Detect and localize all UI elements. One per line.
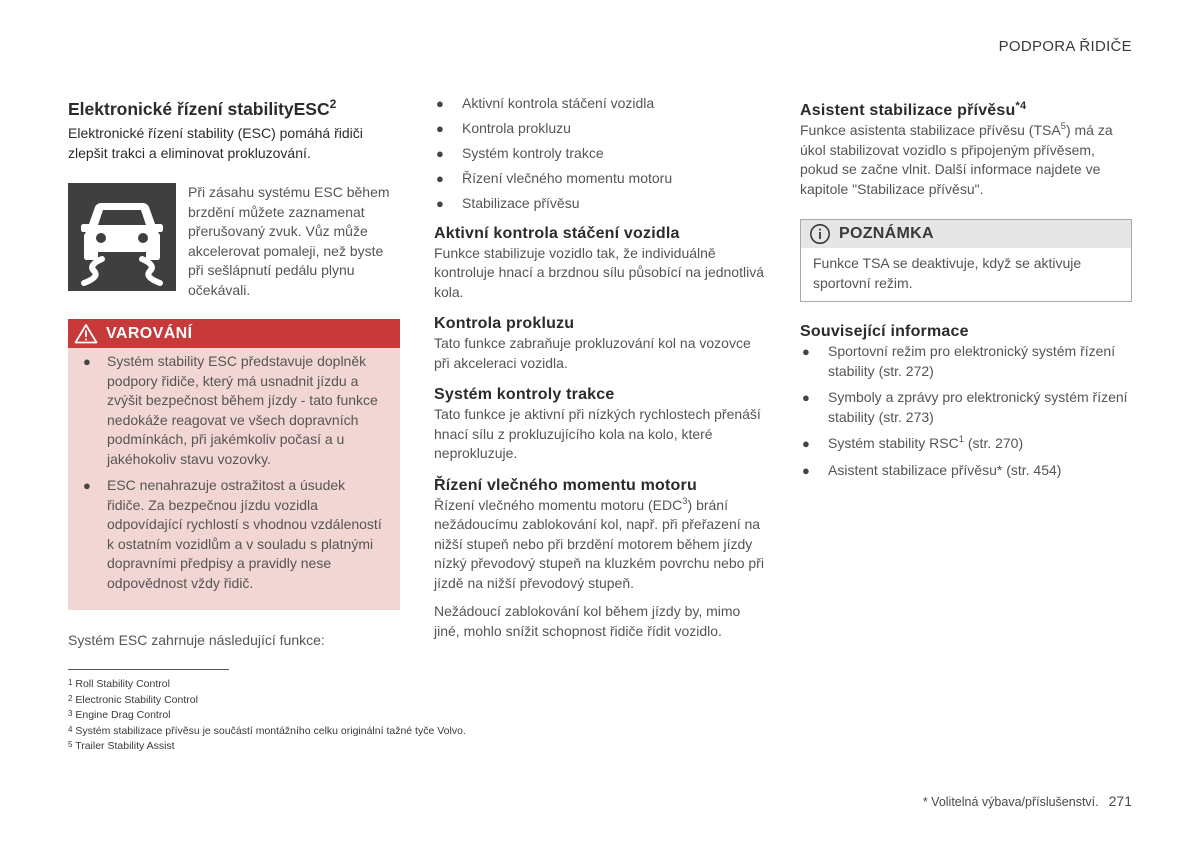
page-number: 271 [1108,793,1132,809]
warning-list [68,348,400,610]
related-link[interactable]: ● Systém stability RSC$^1$ (str. 270) [802,434,1024,451]
section-body: Tato funkce je aktivní při nízkých rychlostech přenáší hnací sílu z prokluzujícího kola na kolo, které neprokluzuje. [434,406,761,462]
note-title: POZNÁMKA [839,225,934,242]
warning-header [68,319,400,348]
section-traction-control [434,385,766,464]
column-middle [434,94,766,641]
related-link[interactable]: ● Asistent stabilizace přívěsu* (str. 454) [802,461,1062,478]
related-list [800,342,1132,480]
footnote: $^4$ Systém stabilizace přívěsu je součástí montážního celku originální tažné tyče Volvo. [68,724,466,737]
footnote: $^2$ Electronic Stability Control [68,693,198,706]
note-body: Funkce TSA se deaktivuje, když se aktivuje sportovní režim. [813,255,1082,291]
footnote-divider [68,669,229,670]
related-link[interactable]: ● Symboly a zprávy pro elektronický systém řízení stability (str. 273) [802,389,1128,425]
footnote: $^5$ Trailer Stability Assist [68,740,175,752]
section-heading: Řízení vlečného momentu motoru [434,476,697,494]
related-heading: Související informace [800,323,969,340]
list-item: ● Systém kontroly trakce [436,145,604,162]
column-right [800,96,1132,487]
note-box [800,219,1132,302]
footnote: $^1$ Roll Stability Control [68,678,170,690]
warning-title: VAROVÁNÍ [106,324,193,342]
list-item: ● Kontrola prokluzu [436,120,571,137]
warning-item: ● ESC nenahrazuje ostražitost a úsudek řidiče. Za bezpečnou jízdu vozidla odpovídající rychlostí s vhodnou vzdáleností k ostatním vozidlům a v souladu s platnými dopravními předpisy a pravidly nese odpovědnost vždy řidič. [83,477,382,591]
bullet: ● [83,354,91,369]
esc-skid-car-icon [68,183,176,291]
page-title: Elektronické řízení stabilityESC$^2$ [68,97,337,119]
note-header [801,220,1131,248]
bullet: ● [83,478,91,493]
section-heading: Systém kontroly trakce [434,386,615,404]
footnotes [68,676,466,754]
esc-icon-description: Při zásahu systému ESC během brzdění můžete zaznamenat přerušovaný zvuk. Vůz může akcelerovat pomaleji, než byste při sešlápnutí pedálu plynu očekávali. [188,184,390,298]
section-body: Funkce asistenta stabilizace přívěsu (TSA$^5$) má za úkol stabilizovat vozidlo s připojeným přívěsem, pokud se začne vlnit. Další informace najdete ve kapitole "Stabilizace přívěsu". [800,121,1113,197]
page-footer [923,793,1132,809]
related-info [800,322,1132,480]
section-body-secondary: Nežádoucí zablokování kol během jízdy by, mimo jiné, mohlo snížit schopnost řidiče řídit vozidlo. [434,603,741,639]
list-item: ● Aktivní kontrola stáčení vozidla [436,95,655,111]
esc-info-box [68,183,400,301]
footnote: $^3$ Engine Drag Control [68,709,171,721]
list-item: ● Stabilizace přívěsu [436,195,580,212]
warning-triangle-icon [74,323,98,344]
functions-lead-text: Systém ESC zahrnuje následující funkce: [68,632,325,648]
section-body: Funkce stabilizuje vozidlo tak, že individuálně kontroluje hnací a brzdnou sílu působící na jednotlivá kola. [434,244,764,300]
warning-item: ● Systém stability ESC představuje doplněk podpory řidiče, který má usnadnit jízdu a zvýšit bezpečnost během jízdy - tato funkce nedokáže reagovat ve všech dopravních podmínkách, při jakémkoliv počasí a u jakéhokoliv stavu vozovky. [83,353,378,467]
section-label: PODPORA ŘIDIČE [998,38,1132,55]
function-list [434,94,766,214]
list-item: ● Řízení vlečného momentu motoru [436,170,673,187]
section-heading: Aktivní kontrola stáčení vozidla [434,224,680,242]
optional-equipment-note: * Volitelná výbava/příslušenství. [922,795,1099,809]
section-body: Řízení vlečného momentu motoru (EDC$^3$) brání nežádoucímu zablokování kol, např. při přeřazení na nižší stupeň nebo při brzdění motorem během jízdy nízký převodový stupeň na kluzkém povrchu nebo při jízdě na nižší převodový stupeň. [434,495,764,591]
related-link[interactable]: ● Sportovní režim pro elektronický systém řízení stability (str. 272) [802,343,1116,379]
section-engine-drag-control [434,476,766,642]
section-yaw-control [434,224,766,303]
info-icon [809,223,831,245]
section-heading: Asistent stabilizace přívěsu$^{*4}$ [800,100,1027,119]
intro-text: Elektronické řízení stability (ESC) pomáhá řidiči zlepšit trakci a eliminovat prokluzování. [68,125,363,161]
warning-box [68,319,400,610]
column-left [68,92,400,651]
section-heading: Kontrola prokluzu [434,315,575,333]
section-slip-control [434,314,766,373]
section-body: Tato funkce zabraňuje prokluzování kol na vozovce při akceleraci vozidla. [434,335,751,371]
